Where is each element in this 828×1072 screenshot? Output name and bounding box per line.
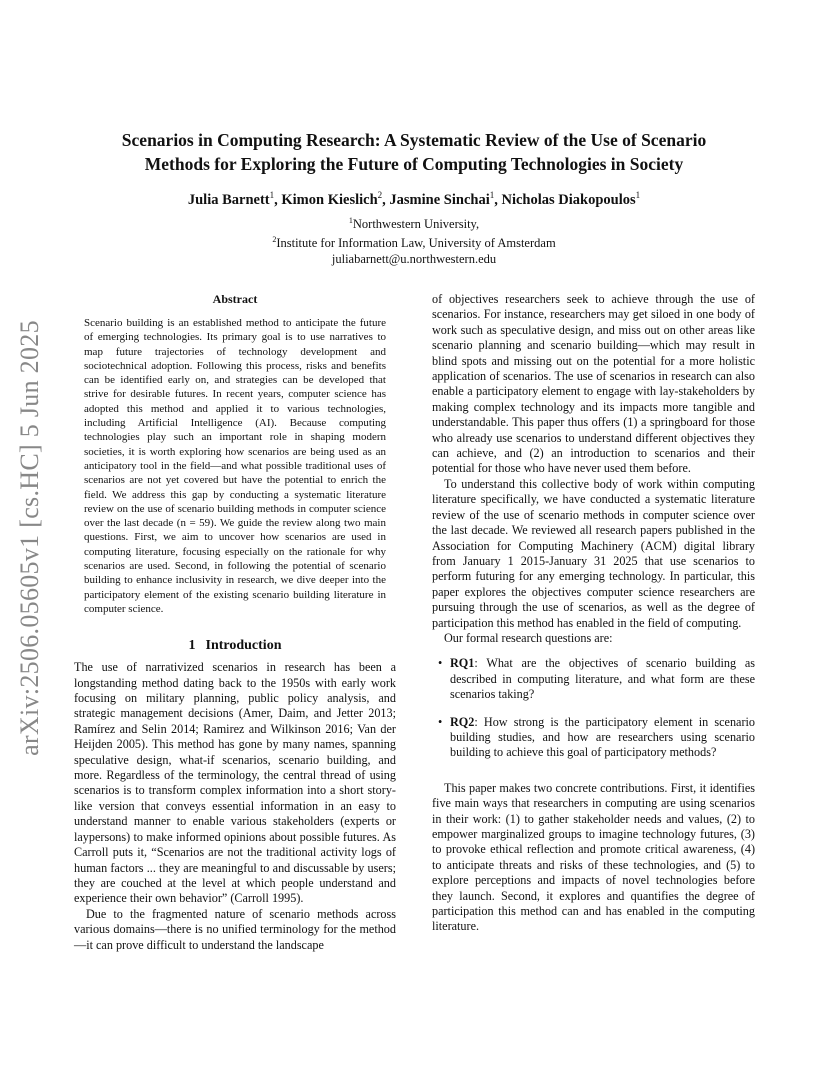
body-paragraph-2: To understand this collective body of work within computing literature specifically, we have conducted a systematic literature review of the use of scenario methods in computer science over the last decade. We reviewed all research papers published in the Association for Computing Machinery (ACM) digital library from January 1 2015-January 31 2025 that use scenarios to perform futuring for any emerging technology. In particular, this paper explores the objectives computer science researchers are pursuing through the use of scenarios, as well as the degree of participation this method has enabled in the field of computing. — [432, 476, 755, 630]
research-question-2: • RQ2: How strong is the participatory element in scenario building studies, and how are researchers using scenario building to achieve this goal of participatory methods? — [438, 714, 755, 760]
intro-paragraph-2: Due to the fragmented nature of scenario methods across various domains—there is no unified terminology for the method—it can prove difficult to understand the landscape — [74, 906, 396, 952]
left-column — [74, 292, 396, 953]
affiliations — [60, 213, 768, 267]
body-paragraph-3: Our formal research questions are: — [444, 630, 613, 645]
affiliation-line: $^1$Northwestern University, — [348, 216, 480, 232]
affiliation-line: $^2$Institute for Information Law, University of Amsterdam — [272, 235, 556, 251]
contact-email[interactable]: juliabarnett@u.northwestern.edu — [331, 252, 497, 267]
abstract-text: Scenario building is an established method to anticipate the future of emerging technologies. Its primary goal is to use narratives to map future trajectories of technology development and sociotechnical adoption. Following this process, risks and benefits can be identified early on, and strategies can be developed that strive for desirable futures. In recent years, computer science has adopted this method and applied it to various technologies, including Artificial Intelligence (AI). Because computing technologies play such an important role in shaping modern societies, it is worth exploring how scenarios are being used as an anticipatory tool in the field—and what possible traditional uses of scenarios are not yet covered but have the potential to enrich the field. We address this gap by conducting a systematic literature review on the use of scenario building methods in computer science over the last decade (n = 59). We guide the review along two main questions. First, we aim to uncover how scenarios are used in computing literature, focusing especially on the rationale for why scenarios are used. Second, in following the potential of scenario building to enhance inclusivity in research, we dive deeper into the participatory element of the existing scenario building literature in computer science. — [84, 317, 386, 615]
right-column — [432, 292, 755, 935]
intro-paragraph-1: The use of narrativized scenarios in research has been a longstanding method dating back to the 1950s with early work focusing on military planning, public policy analysis, and strategic management decisions (Amer, Daim, and Jetter 2013; Ramírez and Selin 2014; Ramirez and Wilkinson 2016; Van der Heijden 2005). This method has gone by many names, spanning speculative design, what-if scenarios, scenario building, and more. Regardless of the terminology, the central thread of using scenarios is to transform complex information into a short story-like version that conveys essential information in an easy to understand manner to enable various stakeholders (experts or laypersons) to make informed opinions about possible futures. As Carroll puts it, “Scenarios are not the traditional activity logs of human factors ... they are meaningful to and discussable by users; they are couched at the level at which people understand and experience their own behavior” (Carroll 1995). — [74, 660, 396, 906]
research-questions-list — [432, 656, 755, 760]
abstract-heading: Abstract — [212, 292, 258, 306]
arxiv-identifier — [10, 298, 50, 778]
author: Kimon Kieslich$^2$, — [281, 190, 390, 208]
bullet-icon: • — [438, 714, 443, 729]
title-line-2: Methods for Exploring the Future of Computing Technologies in Society — [144, 154, 684, 174]
bullet-icon: • — [438, 656, 443, 671]
body-paragraph-4: This paper makes two concrete contributions. First, it identifies five main ways that researchers in computing are using scenarios in their work: (1) to gather stakeholder needs and values, (2) to empower marginalized groups to imagine technology futures, (3) to provoke ethical reflection and promote critical awareness, (4) to anticipate threats and risks of these technologies, and (5) to explore perceptions and impacts of novel technologies before they launch. Second, it explores and quantifies the degree of participation this method can and has enabled in the computing literature. — [432, 780, 755, 934]
research-question-1: • RQ1: What are the objectives of scenario building as described in computing literature, and what form are these scenarios taking? — [438, 656, 755, 702]
paper-title — [60, 128, 768, 176]
section-number: 1 — [188, 638, 196, 654]
section-heading-introduction — [74, 638, 396, 654]
author: Nicholas Diakopoulos$^1$ — [501, 190, 641, 208]
author: Jasmine Sinchai$^1$, — [389, 190, 502, 208]
author: Julia Barnett$^1$, — [187, 190, 282, 208]
section-title: Introduction — [205, 638, 282, 654]
arxiv-identifier-text: arXiv:2506.05605v1 [cs.HC] 5 Jun 2025 — [15, 320, 44, 756]
body-paragraph-1: of objectives researchers seek to achieve through the use of scenarios. For instance, researchers may get siloed in one body of work such as speculative design, and miss out on other areas like scenario planning and scenario building—which may result in blind spots and missing out on the potential for a more holistic application of scenarios. The use of scenarios in research can also enable a participatory element to engage with lay-stakeholders by making complex technology and its impacts more tangible and understandable. This paper thus offers (1) a springboard for those who already use scenarios to understand different objectives they can achieve, and (2) an introduction to scenarios and their potential for those who have never used them before. — [432, 292, 755, 476]
title-line-1: Scenarios in Computing Research: A Systematic Review of the Use of Scenario — [121, 130, 707, 150]
author-list — [60, 190, 768, 209]
